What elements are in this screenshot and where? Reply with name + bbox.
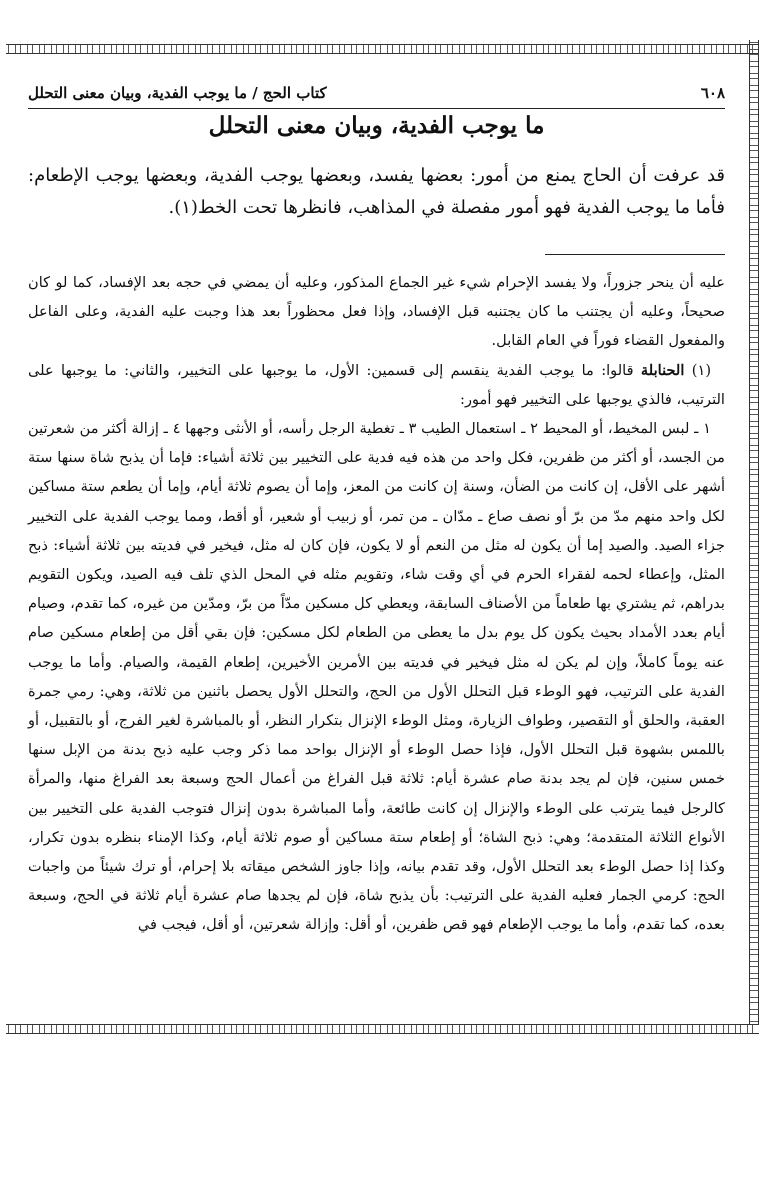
running-title-book-inline: كتاب الحج / ما يوجب الفدية، وبيان معنى التحلل (28, 84, 327, 102)
footnote-marker: (١) (691, 361, 712, 379)
top-ornament-border (6, 44, 759, 54)
page-number: ٦٠٨ (700, 84, 725, 102)
footnote-continuation: عليه أن ينحر جزوراً، ولا يفسد الإحرام شيء غير الجماع المذكور، وعليه أن يمضي في حجه بعد الإفساد، كما لو كان صحيحاً، وعليه أن يجتنب ما كان يجتنبه قبل الإفساد، وإذا فعل محظوراً بعد هذا وجبت عليه الفدية، وعلى الفاعل والمفعول القضاء فوراً في العام القابل. (28, 274, 725, 350)
footnote-separator (545, 254, 725, 255)
right-ornament-border (749, 40, 759, 1025)
intro-paragraph: قد عرفت أن الحاج يمنع من أمور: بعضها يفسد، وبعضها يوجب الفدية، وبعضها يوجب الإطعام: فأما ما يوجب الفدية فهو أمور مفصلة في المذاهب، فانظرها تحت الخط(١). (28, 165, 725, 218)
school-name: الحنابلة (640, 361, 685, 379)
footnote-hanabila-text: قالوا: ما يوجب الفدية ينقسم إلى قسمين: الأول، ما يوجبها على التخيير، والثاني: ما يوجبها على الترتيب، فالذي يوجبها على التخيير فهو أمور: (28, 361, 725, 408)
footnote-body: ١ ـ لبس المخيط، أو المحيط ٢ ـ استعمال الطيب ٣ ـ تغطية الرجل رأسه، أو الأنثى وجهها ٤ ـ إزالة أكثر من شعرتين من الجسد، أو أكثر من ظفرين، فكل واحد من هذه فيه فدية على التخيير بين ثلاثة أشياء: فإما أن يذبح شاة سنها ستة أشهر على الأقل، إن كانت من الضأن، وسنة إن كانت من المعز، وإما أن يصوم ثلاثة أيام، وإما أن يطعم ستة مساكين لكل واحد منهم مدّ من برّ أو نصف صاع ـ مدّان ـ من تمر، أو زبيب أو شعير، أو أقط، ومما يوجب الفدية على التخيير جزاء الصيد. والصيد إما أن يكون له مثل من النعم أو لا يكون، فإن كان له مثل، فيخير في فديته بين ثلاثة أشياء: ذبح المثل، وإعطاء لحمه لفقراء الحرم في أي وقت شاء، وتقويم مثله في المحل الذي تلف فيه الصيد، ويكون التقويم بدراهم، ثم يشتري بها طعاماً من الأصناف السابقة، ويعطي كل مسكين مدّاً من برّ، ومدّين من غيره، كما تقدم، وصيام أيام بعدد الأمداد بحيث يكون كل يوم بدل ما يعطى من الطعام لكل مسكين: فإن بقي أقل من إطعام مسكين صام عنه يوماً كاملاً، وإن لم يكن له مثل فيخير في فديته بين الأمرين الأخيرين، إطعام القيمة، والصيام. وأما ما يوجب الفدية على الترتيب، فهو الوطء قبل التحلل الأول من الحج، والتحلل الأول يحصل باثنين من ثلاثة، وهي: رمي جمرة العقبة، والحلق أو التقصير، وطواف الزيارة، ومثل الوطء الإنزال بتكرار النظر، أو بالمباشرة لغير الفرج، أو بالتقبيل، أو باللمس بشهوة قبل التحلل الأول، فإذا حصل الوطء أو الإنزال بواحد مما ذكر وجب عليه ذبح بدنة من الإبل سنها خمس سنين، فإن لم يجد بدنة صام عشرة أيام: ثلاثة قبل الفراغ من أعمال الحج وسبعة بعد الفراغ منها، والمرأة كالرجل فيما يترتب على الوطء والإنزال إن كانت طائعة، وأما المباشرة بدون إنزال فتوجب الفدية على التخيير بين الأنواع الثلاثة المتقدمة؛ وهي: ذبح الشاة؛ أو إطعام ستة مساكين أو صوم ثلاثة أيام، وكذا الإمناء بنظره بدون تكرار، وكذا إذا حصل الوطء بعد التحلل الأول، وقد تقدم بيانه، وإذا جاوز الشخص ميقاته بلا إحرام، أو ترك شيئاً من واجبات الحج: كرمي الجمار فعليه الفدية على الترتيب: بأن يذبح شاة، فإن لم يجدها صام عشرة أيام ثلاثة في الحج، وسبعة بعده، كما تقدم، وأما ما يوجب الإطعام فهو قص ظفرين، أو أقل: وإزالة شعرتين، أو أقل، فيجب في (28, 420, 725, 934)
running-title-section (28, 84, 327, 102)
footnote-hanabila (28, 356, 725, 414)
bottom-ornament-border (6, 1024, 759, 1034)
running-header (28, 82, 725, 109)
section-title: ما يوجب الفدية، وبيان معنى التحلل (208, 112, 545, 139)
footnotes (28, 268, 725, 940)
